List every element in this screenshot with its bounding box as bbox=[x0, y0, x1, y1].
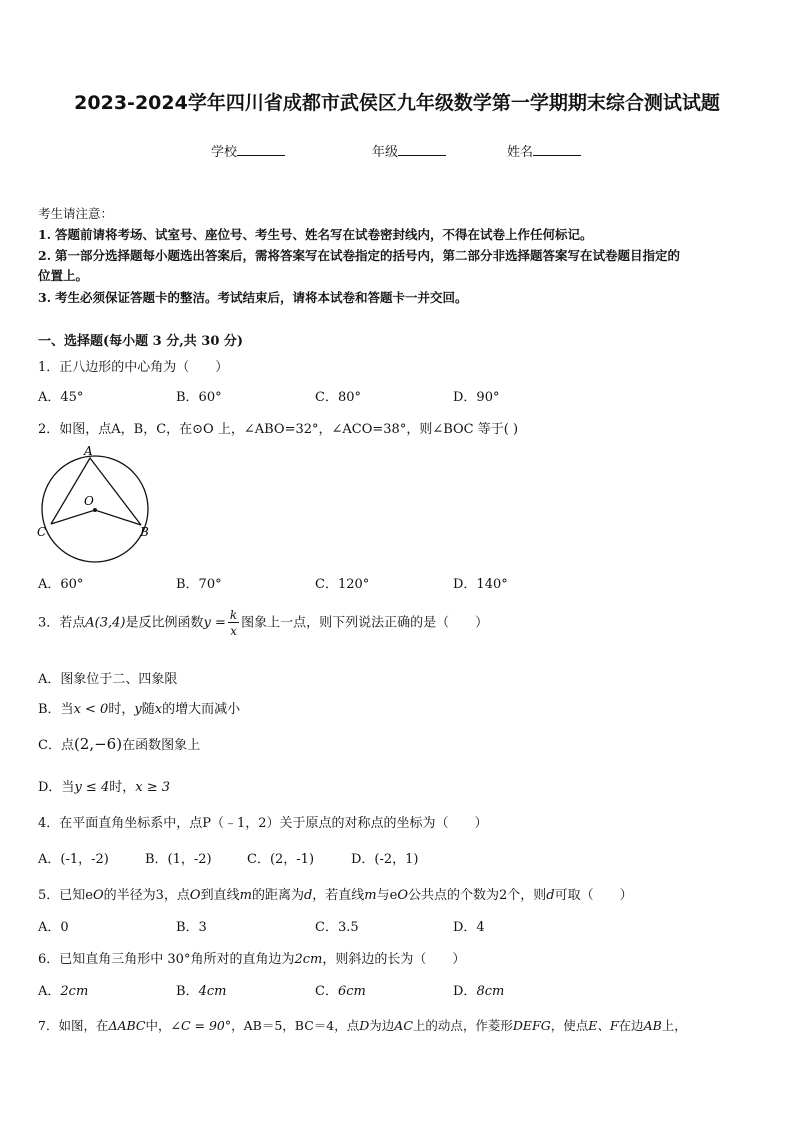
q5-m2: m bbox=[364, 888, 377, 903]
q7-ac: AC bbox=[394, 1018, 413, 1033]
q3-b-cond: x < 0 bbox=[73, 702, 109, 717]
question-6-stem bbox=[38, 948, 465, 967]
q3-b-x: x bbox=[154, 702, 163, 717]
q5-o2: O bbox=[189, 888, 201, 903]
q4-option-c: C．(2，-1) bbox=[247, 852, 315, 867]
q1-option-d: D．90° bbox=[453, 390, 500, 405]
q5-option-c: C．3.5 bbox=[315, 920, 359, 935]
q6-option-d bbox=[453, 980, 504, 999]
q3-c-post: 在函数图象上 bbox=[122, 738, 201, 753]
q3-c-pre: C．点 bbox=[38, 738, 74, 753]
q2-option-a: A．60° bbox=[38, 577, 84, 592]
triangle-sides bbox=[51, 458, 141, 525]
q5-option-d: D．4 bbox=[453, 920, 485, 935]
notice-2-cont: 位置上。 bbox=[38, 268, 89, 283]
q3-b-post1: 随 bbox=[141, 702, 155, 717]
q3-mid: 是反比例函数 bbox=[125, 615, 204, 631]
q3-d-mid: 时， bbox=[109, 780, 136, 795]
q5-m1: m bbox=[239, 888, 252, 903]
notice-item-2 bbox=[38, 246, 680, 264]
q6-option-c bbox=[315, 980, 366, 999]
q6-d-val: 8cm bbox=[476, 984, 505, 999]
q3-fraction bbox=[228, 609, 239, 637]
question-5-stem bbox=[38, 884, 633, 903]
q3-option-a: A．图象位于二、四象限 bbox=[38, 672, 178, 687]
q3-frac-num: k bbox=[229, 608, 238, 622]
q5-t1: 的半径为3，点 bbox=[103, 888, 190, 903]
q3-c-point: (2,−6) bbox=[73, 735, 123, 753]
q3-pre: 3．若点 bbox=[38, 615, 86, 631]
q3-post: 图象上一点，则下列说法正确的是（ ） bbox=[241, 615, 489, 631]
q3-b-mid: 时， bbox=[108, 702, 135, 717]
q5-o1: O bbox=[92, 888, 104, 903]
name-field bbox=[507, 141, 581, 160]
q7-ab: AB bbox=[643, 1018, 662, 1033]
q4-option-a: A．(-1，-2) bbox=[38, 852, 109, 867]
circle-figure bbox=[34, 443, 164, 568]
q6-a-val: 2cm bbox=[60, 984, 89, 999]
q5-t7: 可取（ ） bbox=[554, 888, 633, 903]
q5-t4: ，若直线 bbox=[312, 888, 365, 903]
q5-t5: 与e bbox=[376, 888, 398, 903]
notice-2-text: 第一部分选择题每小题选出答案后，需将答案写在试卷指定的括号内，第二部分非选择题答案写在试卷题目指定的 bbox=[55, 248, 681, 263]
q5-t2: 到直线 bbox=[200, 888, 240, 903]
notice-2-num: 2. bbox=[38, 248, 52, 263]
question-3-stem bbox=[38, 609, 488, 637]
q6-len: 2cm bbox=[294, 952, 323, 967]
school-field bbox=[211, 141, 285, 160]
q3-option-b bbox=[38, 698, 240, 717]
q7-t2: ，AB＝5，BC＝4，点 bbox=[231, 1018, 360, 1033]
q2-option-c: C．120° bbox=[315, 577, 370, 592]
q1-option-b: B．60° bbox=[176, 390, 222, 405]
q6-c-val: 6cm bbox=[337, 984, 366, 999]
question-7-stem bbox=[38, 1016, 687, 1034]
label-b: B bbox=[140, 525, 149, 539]
q5-option-a: A．0 bbox=[38, 920, 69, 935]
q3-y-eq: y = bbox=[203, 615, 226, 631]
label-o: O bbox=[84, 494, 94, 508]
q3-b-pre: B．当 bbox=[38, 702, 74, 717]
grade-field bbox=[372, 141, 446, 160]
radii-oc-ob bbox=[51, 510, 141, 525]
q4-option-d: D．(-2，1) bbox=[351, 852, 419, 867]
q7-pre: 7．如图，在 bbox=[38, 1018, 109, 1033]
question-2-stem: 2．如图，点A，B，C，在⊙O 上，∠ABO=32°，∠ACO=38°，则∠BOC 等于( ) bbox=[38, 422, 519, 437]
q6-pre: 6．已知直角三角形中 30°角所对的直角边为 bbox=[38, 952, 295, 967]
q3-d-res: x ≥ 3 bbox=[135, 780, 170, 795]
q6-option-a bbox=[38, 980, 88, 999]
q7-t6: 在边 bbox=[618, 1018, 644, 1033]
label-a: A bbox=[84, 444, 93, 458]
notice-heading: 考生请注意： bbox=[38, 206, 114, 221]
q4-option-b: B．(1，-2) bbox=[145, 852, 212, 867]
grade-blank bbox=[398, 143, 446, 156]
q3-d-pre: D．当 bbox=[38, 780, 75, 795]
q5-d1: d bbox=[303, 888, 313, 903]
q7-t5: ，使点 bbox=[550, 1018, 589, 1033]
q7-tri: ΔABC bbox=[108, 1018, 146, 1033]
q3-option-d bbox=[38, 776, 170, 795]
q6-post: ，则斜边的长为（ ） bbox=[322, 952, 466, 967]
q7-t4: 上的动点，作菱形 bbox=[412, 1018, 513, 1033]
notice-1-num: 1. bbox=[38, 227, 52, 242]
q5-pre: 5．已知e bbox=[38, 888, 93, 903]
q6-b-val: 4cm bbox=[198, 984, 227, 999]
q6-c-pre: C． bbox=[315, 984, 338, 999]
notice-item-3 bbox=[38, 288, 468, 306]
section-heading: 一、选择题(每小题 3 分,共 30 分) bbox=[38, 334, 244, 349]
q5-t6: 公共点的个数为2个，则 bbox=[408, 888, 547, 903]
name-label: 姓名 bbox=[507, 145, 534, 160]
q7-defg: DEFG bbox=[512, 1018, 551, 1033]
q1-option-a: A．45° bbox=[38, 390, 84, 405]
question-1-stem: 1．正八边形的中心角为（ ） bbox=[38, 360, 229, 375]
q7-ef: E、F bbox=[588, 1018, 619, 1033]
q7-t7: 上， bbox=[661, 1018, 687, 1033]
q2-option-b: B．70° bbox=[176, 577, 222, 592]
q6-a-pre: A． bbox=[38, 984, 61, 999]
q3-frac-den: x bbox=[230, 624, 237, 638]
q3-d-cond: y ≤ 4 bbox=[74, 780, 110, 795]
school-label: 学校 bbox=[211, 145, 238, 160]
notice-3-text: 考生必须保证答题卡的整洁。考试结束后，请将本试卷和答题卡一并交回。 bbox=[55, 290, 468, 305]
notice-1-text: 答题前请将考场、试室号、座位号、考生号、姓名写在试卷密封线内，不得在试卷上作任何标记。 bbox=[55, 227, 593, 242]
q6-b-pre: B． bbox=[176, 984, 199, 999]
q3-b-post2: 的增大而减小 bbox=[162, 702, 241, 717]
name-blank bbox=[533, 143, 581, 156]
q7-t3: 为边 bbox=[369, 1018, 395, 1033]
q1-option-c: C．80° bbox=[315, 390, 361, 405]
q3-point: A(3,4) bbox=[85, 615, 126, 631]
q5-d2: d bbox=[546, 888, 555, 903]
q5-t3: 的距离为 bbox=[251, 888, 304, 903]
q6-option-b bbox=[176, 980, 226, 999]
question-4-stem: 4．在平面直角坐标系中，点P（﹣1，2）关于原点的对称点的坐标为（ ） bbox=[38, 816, 488, 831]
q3-option-c bbox=[38, 734, 200, 753]
q3-b-y: y bbox=[134, 702, 142, 717]
q7-angle: ∠C = 90° bbox=[170, 1018, 232, 1033]
q7-t1: 中， bbox=[145, 1018, 171, 1033]
center-point bbox=[93, 508, 97, 512]
q5-option-b: B．3 bbox=[176, 920, 207, 935]
notice-item-1 bbox=[38, 225, 593, 243]
grade-label: 年级 bbox=[372, 145, 399, 160]
page-title: 2023-2024学年四川省成都市武侯区九年级数学第一学期期末综合测试试题 bbox=[74, 92, 720, 114]
notice-3-num: 3. bbox=[38, 290, 52, 305]
q2-option-d: D．140° bbox=[453, 577, 508, 592]
label-c: C bbox=[37, 525, 47, 539]
school-blank bbox=[237, 143, 285, 156]
q7-d: D bbox=[359, 1018, 370, 1033]
q6-d-pre: D． bbox=[453, 984, 477, 999]
q5-o3: O bbox=[397, 888, 408, 903]
